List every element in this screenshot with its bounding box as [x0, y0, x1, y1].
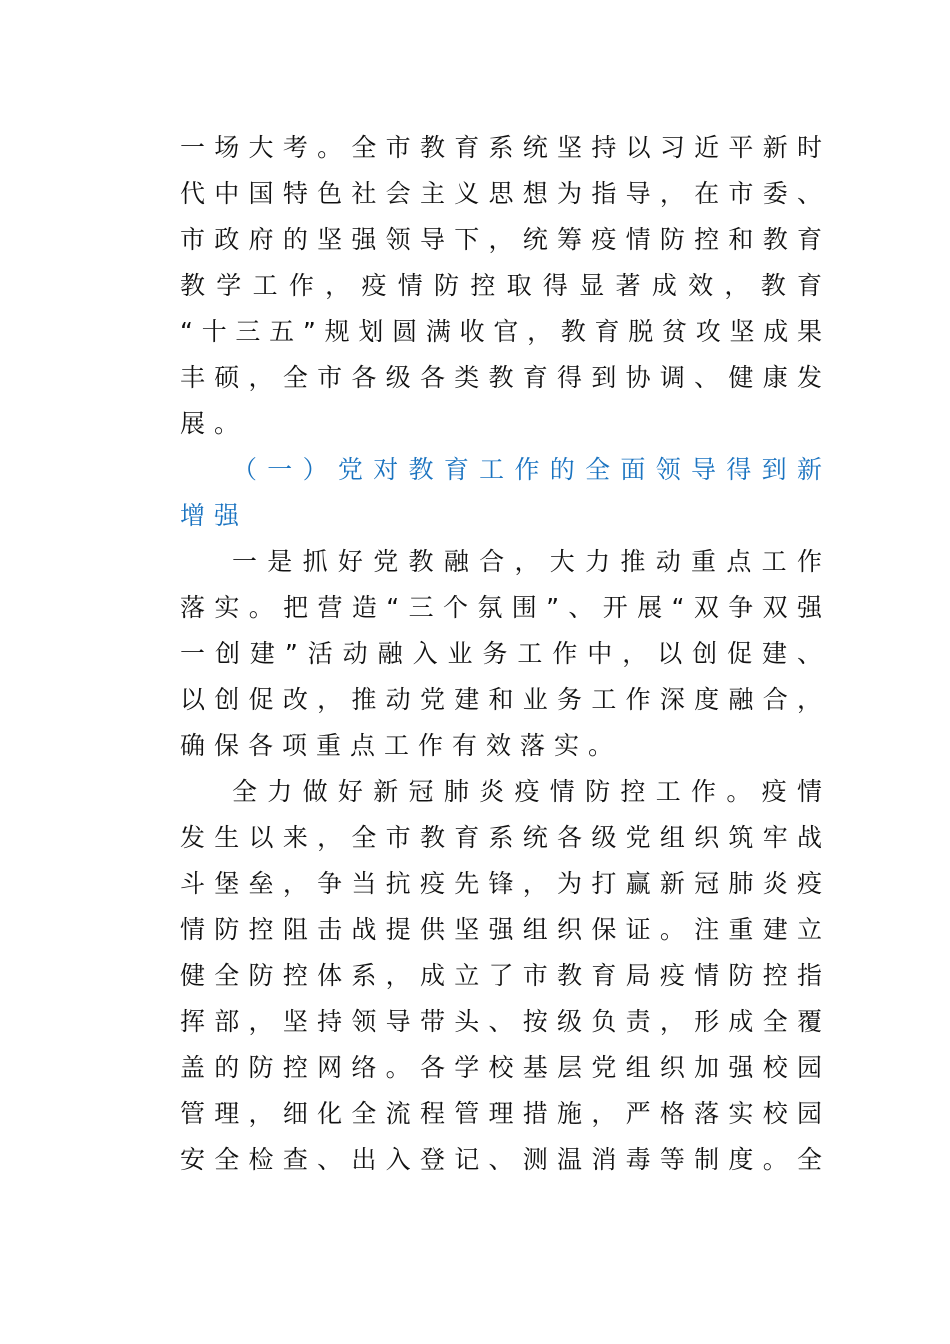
paragraph-3-line-3: 斗堡垒，争当抗疫先锋，为打赢新冠肺炎疫	[180, 869, 822, 898]
paragraph-3-line-2: 发生以来，全市教育系统各级党组织筑牢战	[180, 823, 822, 852]
paragraph-1-line-2: 代中国特色社会主义思想为指导，在市委、	[180, 179, 822, 208]
paragraph-1-line-5: “十三五”规划圆满收官，教育脱贫攻坚成果	[180, 317, 822, 346]
paragraph-2-line-4: 以创促改，推动党建和业务工作深度融合，	[180, 685, 822, 714]
paragraph-2-line-2: 落实。把营造“三个氛围”、开展“双争双强	[180, 593, 822, 622]
paragraph-2-line-5: 确保各项重点工作有效落实。	[180, 731, 623, 760]
paragraph-2-line-1: 一是抓好党教融合，大力推动重点工作	[232, 547, 822, 576]
paragraph-1-line-6: 丰硕，全市各级各类教育得到协调、健康发	[180, 363, 822, 392]
paragraph-3-line-5: 健全防控体系，成立了市教育局疫情防控指	[180, 961, 822, 990]
paragraph-3-line-8: 管理，细化全流程管理措施，严格落实校园	[180, 1099, 822, 1128]
paragraph-1-line-1: 一场大考。全市教育系统坚持以习近平新时	[180, 133, 822, 162]
section-heading-line-2: 增强	[180, 501, 249, 530]
paragraph-1-line-7: 展。	[180, 409, 249, 438]
paragraph-3-line-7: 盖的防控网络。各学校基层党组织加强校园	[180, 1053, 822, 1082]
section-heading-line-1: （一）党对教育工作的全面领导得到新	[232, 455, 822, 484]
paragraph-3-line-1: 全力做好新冠肺炎疫情防控工作。疫情	[232, 777, 822, 806]
paragraph-1-line-4: 教学工作，疫情防控取得显著成效，教育	[180, 271, 822, 300]
paragraph-1-line-3: 市政府的坚强领导下，统筹疫情防控和教育	[180, 225, 822, 254]
paragraph-3-line-9: 安全检查、出入登记、测温消毒等制度。全	[180, 1145, 822, 1174]
paragraph-3-line-4: 情防控阻击战提供坚强组织保证。注重建立	[180, 915, 822, 944]
paragraph-2-line-3: 一创建”活动融入业务工作中，以创促建、	[180, 639, 822, 668]
paragraph-3-line-6: 挥部，坚持领导带头、按级负责，形成全覆	[180, 1007, 822, 1036]
